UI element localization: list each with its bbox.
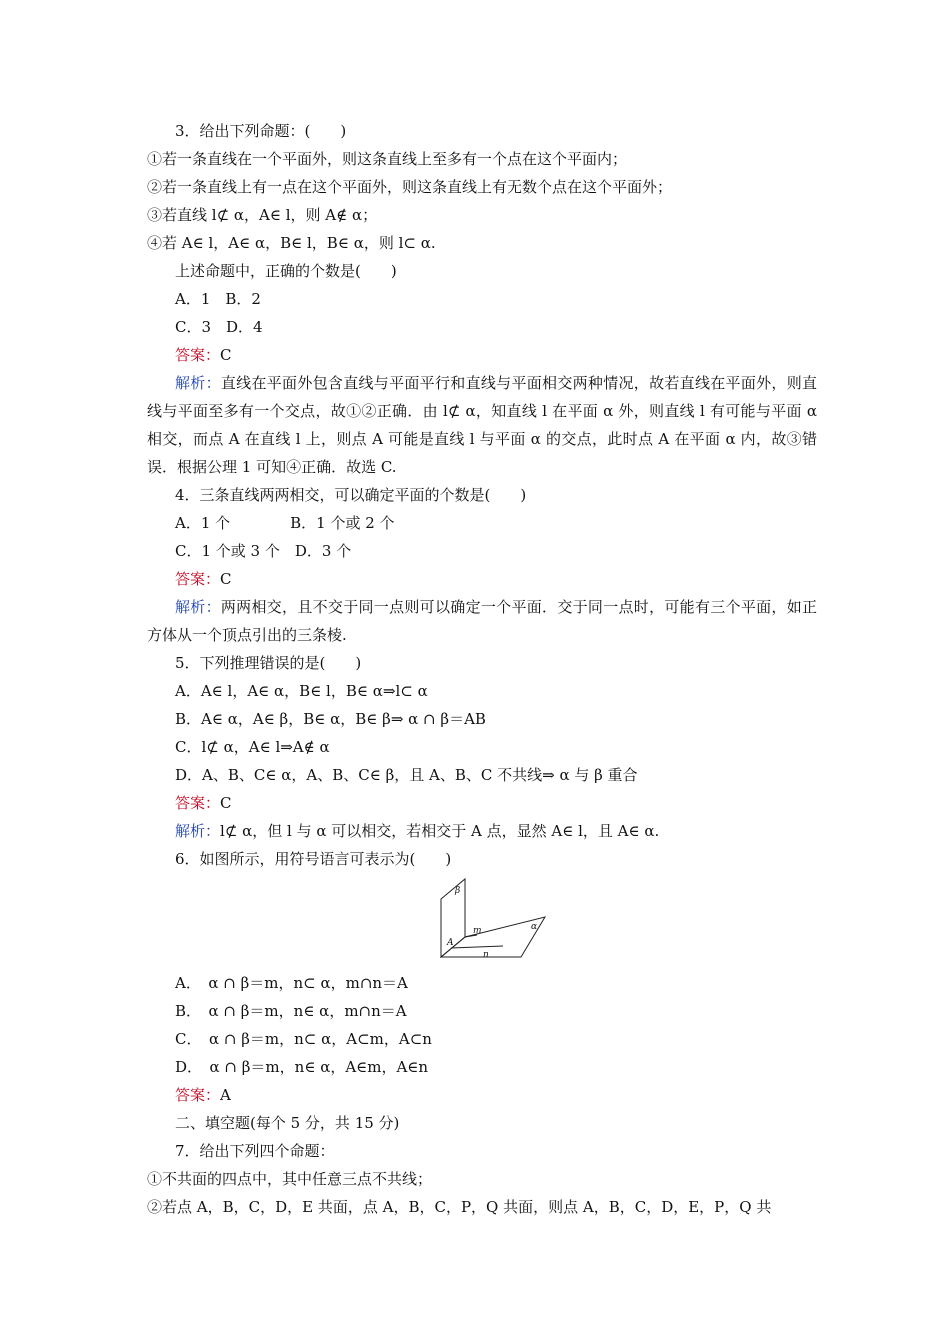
answer-label: 答案： [175,1086,221,1104]
q3-item-4: ④若 A∈ l，A∈ α，B∈ l，B∈ α，则 l⊂ α. [147,234,436,252]
q3-stem: 3．给出下列命题：( ) [175,122,347,140]
q6-option-d: D． α ∩ β＝m，n∈ α，A∈m，A∈n [175,1058,429,1076]
q3-answer [147,341,817,369]
q5-option-a: A．A∈ l，A∈ α，B∈ l，B∈ α⇒l⊂ α [175,682,428,700]
answer-label: 答案： [175,570,221,588]
section-heading: 二、填空题(每个 5 分，共 15 分) [175,1114,400,1132]
explanation-text: 两两相交，且不交于同一点则可以确定一个平面．交于同一点时，可能有三个平面，如正方体从一个顶点引出的三条棱. [147,598,817,644]
q5-stem: 5．下列推理错误的是( ) [175,654,362,672]
answer-value: C [220,794,232,812]
document-content [147,117,817,1221]
q4-answer [147,565,817,593]
explanation-label: 解析： [175,374,221,392]
explanation-label: 解析： [175,598,221,616]
q5-option-b: B．A∈ α，A∈ β，B∈ α，B∈ β⇒ α ∩ β＝AB [175,710,486,728]
q4-option-cd: C．1 个或 3 个 D．3 个 [175,542,352,560]
q6-figure [147,877,817,963]
q5-option-d: D．A、B、C∈ α，A、B、C∈ β，且 A、B、C 不共线⇒ α 与 β 重合 [175,766,638,784]
q7-stem: 7．给出下列四个命题： [175,1142,335,1160]
q7-item-2: ②若点 A，B，C，D，E 共面，点 A，B，C，P，Q 共面，则点 A，B，C，D，E，P，Q 共 [147,1198,772,1216]
answer-label: 答案： [175,346,221,364]
q3-option-ab: A．1 B．2 [175,290,261,308]
q3-question: 上述命题中，正确的个数是( ) [175,262,397,280]
q6-answer [147,1081,817,1109]
line-n [451,946,503,948]
plane-alpha [441,917,545,957]
q4-explanation [147,593,817,649]
q3-item-3: ③若直线 l⊄ α，A∈ l，则 A∉ α； [147,206,378,224]
answer-value: C [220,346,232,364]
q3-item-2: ②若一条直线上有一点在这个平面外，则这条直线上有无数个点在这个平面外； [147,178,673,196]
explanation-text: l⊄ α，但 l 与 α 可以相交，若相交于 A 点，显然 A∈ l，且 A∈ α. [220,822,660,840]
q6-option-a: A． α ∩ β＝m，n⊂ α，m∩n＝A [175,974,408,992]
q7-item-1: ①不共面的四点中，其中任意三点不共线； [147,1170,433,1188]
explanation-label: 解析： [175,822,221,840]
label-alpha: α [531,922,538,932]
label-beta: β [455,886,461,896]
q4-option-ab: A．1 个 B．1 个或 2 个 [175,514,395,532]
q5-option-c: C．l⊄ α，A∈ l⇒A∉ α [175,738,330,756]
q6-stem: 6．如图所示，用符号语言可表示为( ) [175,850,452,868]
explanation-text: 直线在平面外包含直线与平面平行和直线与平面相交两种情况，故若直线在平面外，则直线与平面至多有一个交点，故①②正确．由 l⊄ α，知直线 l 在平面 α 外，则直线 l 有可能与平面 α 相交，而点 A 在直线 l 上，则点 A 可能是直线 l 与平面 α 的交点，此时点 A 在平面 α 内，故③错误．根据公理 1 可知④正确．故选 C. [147,374,817,476]
answer-value: A [220,1086,231,1104]
answer-value: C [220,570,232,588]
q6-option-c: C． α ∩ β＝m，n⊂ α，A⊂m，A⊂n [175,1030,432,1048]
planes-diagram [435,877,547,963]
label-m: m [473,926,482,936]
label-A: A [447,938,454,948]
q5-explanation [147,817,817,845]
q5-answer [147,789,817,817]
q6-option-b: B． α ∩ β＝m，n∈ α，m∩n＝A [175,1002,407,1020]
q4-stem: 4．三条直线两两相交，可以确定平面的个数是( ) [175,486,527,504]
q3-item-1: ①若一条直线在一个平面外，则这条直线上至多有一个点在这个平面内； [147,150,628,168]
q3-option-cd: C．3 D．4 [175,318,263,336]
label-n: n [483,950,489,960]
answer-label: 答案： [175,794,221,812]
q3-explanation [147,369,817,481]
